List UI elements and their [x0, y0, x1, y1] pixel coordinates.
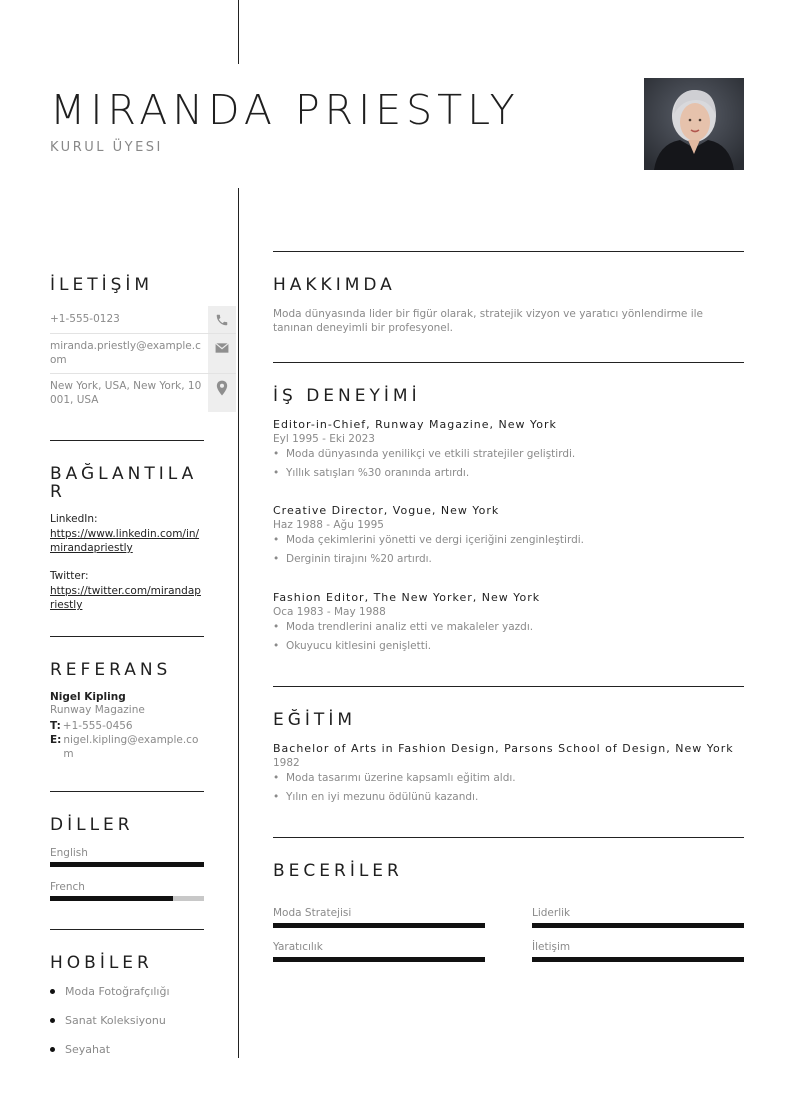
job-bullet-text: Yıllık satışları %30 oranında artırdı. — [286, 467, 470, 479]
skills-heading: BECERİLER — [273, 861, 403, 881]
divider — [50, 636, 204, 637]
divider — [273, 362, 744, 363]
bullet-dot — [50, 1047, 55, 1052]
language-name: French — [50, 881, 85, 893]
job-bullet-text: Derginin tirajını %20 artırdı. — [286, 553, 432, 565]
reference-email-line — [50, 733, 204, 761]
candidate-title: KURUL ÜYESI — [50, 140, 163, 155]
map-pin-icon — [215, 380, 229, 396]
skill-name: Liderlik — [532, 907, 571, 919]
phone-icon — [215, 313, 229, 327]
contact-address-row — [50, 374, 236, 412]
divider — [273, 837, 744, 838]
skill-name: Moda Stratejisi — [273, 907, 352, 919]
map-pin-icon-box — [208, 374, 236, 412]
reference-company: Runway Magazine — [50, 704, 145, 716]
divider — [50, 929, 204, 930]
references-heading: REFERANS — [50, 660, 172, 680]
job-entry — [273, 591, 744, 652]
job-bullet: • Moda çekimlerini yönetti ve dergi içeriğini zenginleştirdi. — [273, 534, 585, 546]
job-bullet: • Okuyucu kitlesini genişletti. — [273, 640, 432, 652]
education-bullet-text: Moda tasarımı üzerine kapsamlı eğitim aldı. — [286, 772, 516, 784]
education-entry — [273, 742, 744, 803]
hobby-item — [50, 1014, 166, 1027]
job-bullet: • Moda trendlerini analiz etti ve makaleler yazdı. — [273, 621, 534, 633]
languages-heading: DİLLER — [50, 815, 134, 835]
experience-heading: İŞ DENEYİMİ — [273, 386, 421, 406]
hobbies-heading: HOBİLER — [50, 953, 153, 973]
job-dates: Eyl 1995 - Eki 2023 — [273, 433, 375, 445]
language-name: English — [50, 847, 88, 859]
skill-item — [532, 907, 744, 928]
skill-item — [273, 907, 485, 928]
contact-address: New York, USA, New York, 10001, USA — [50, 380, 202, 406]
divider — [273, 686, 744, 687]
reference-phone[interactable]: +1-555-0456 — [62, 720, 133, 732]
language-item — [50, 847, 204, 867]
education-bullet-text: Yılın en iyi mezunu ödülünü kazandı. — [286, 791, 479, 803]
language-item — [50, 881, 204, 901]
profile-photo — [644, 78, 744, 170]
reference-entry — [50, 691, 204, 761]
twitter-link[interactable]: https://twitter.com/mirandapriestly — [50, 585, 201, 611]
candidate-name: MIRANDA PRIESTLY — [50, 86, 520, 134]
job-bullet-text: Moda çekimlerini yönetti ve dergi içeriğini zenginleştirdi. — [286, 534, 585, 546]
hobby-label: Sanat Koleksiyonu — [65, 1014, 166, 1027]
skill-name: Yaratıcılık — [273, 941, 323, 953]
hobby-item — [50, 1043, 110, 1056]
linkedin-link[interactable]: https://www.linkedin.com/in/mirandapriestly — [50, 528, 200, 554]
hobby-item — [50, 985, 170, 998]
reference-name: Nigel Kipling — [50, 691, 126, 703]
contact-phone[interactable]: +1-555-0123 — [50, 313, 120, 325]
job-entry — [273, 418, 744, 479]
envelope-icon-box — [208, 334, 236, 373]
reference-phone-label: T: — [50, 720, 61, 732]
linkedin-label: LinkedIn: — [50, 513, 98, 525]
job-heading: Creative Director, Vogue, New York — [273, 504, 500, 517]
envelope-icon — [215, 342, 229, 354]
skill-item — [532, 941, 744, 962]
education-degree: Bachelor of Arts in Fashion Design, Parsons School of Design, New York — [273, 742, 734, 755]
job-bullet-text: Okuyucu kitlesini genişletti. — [286, 640, 432, 652]
job-entry — [273, 504, 744, 565]
contact-phone-row — [50, 306, 236, 334]
skill-name: İletişim — [532, 941, 571, 953]
phone-icon-box — [208, 306, 236, 333]
divider — [273, 251, 744, 252]
job-bullet: • Moda dünyasında yenilikçi ve etkili stratejiler geliştirdi. — [273, 448, 576, 460]
reference-email-label: E: — [50, 734, 62, 746]
twitter-label: Twitter: — [50, 570, 89, 582]
about-heading: HAKKIMDA — [273, 275, 396, 295]
divider — [50, 440, 204, 441]
links-heading: BAĞLANTILAR — [50, 464, 198, 502]
language-bar-track — [50, 862, 204, 867]
contact-heading: İLETİŞİM — [50, 275, 154, 295]
job-bullet: • Derginin tirajını %20 artırdı. — [273, 553, 432, 565]
bullet-dot — [50, 989, 55, 994]
about-text: Moda dünyasında lider bir figür olarak, stratejik vizyon ve yaratıcı yönlendirme ile tanınan deneyimli bir profesyonel. — [273, 308, 704, 334]
job-dates: Oca 1983 - May 1988 — [273, 606, 386, 618]
column-divider-line — [238, 188, 239, 1058]
job-heading: Editor-in-Chief, Runway Magazine, New York — [273, 418, 557, 431]
education-heading: EĞİTİM — [273, 710, 356, 730]
divider — [50, 791, 204, 792]
education-bullet: • Yılın en iyi mezunu ödülünü kazandı. — [273, 791, 479, 803]
education-bullet: • Moda tasarımı üzerine kapsamlı eğitim aldı. — [273, 772, 516, 784]
contact-email-row — [50, 334, 236, 374]
skill-level-bar — [273, 923, 485, 928]
education-year: 1982 — [273, 757, 300, 769]
job-heading: Fashion Editor, The New Yorker, New York — [273, 591, 541, 604]
links-section — [50, 512, 204, 612]
language-bar-track — [50, 896, 204, 901]
hobby-label: Moda Fotoğrafçılığı — [65, 985, 170, 998]
reference-email[interactable]: nigel.kipling@example.com — [63, 734, 199, 760]
language-level-bar — [50, 862, 204, 867]
contact-email[interactable]: miranda.priestly@example.com — [50, 340, 201, 366]
hobby-label: Seyahat — [65, 1043, 111, 1056]
job-dates: Haz 1988 - Ağu 1995 — [273, 519, 384, 531]
job-bullet: • Yıllık satışları %30 oranında artırdı. — [273, 467, 470, 479]
top-divider-line — [238, 0, 239, 64]
language-level-bar — [50, 896, 173, 901]
bullet-dot — [50, 1018, 55, 1023]
job-bullet-text: Moda trendlerini analiz etti ve makaleler yazdı. — [286, 621, 534, 633]
skill-level-bar — [532, 923, 744, 928]
skill-item — [273, 941, 485, 962]
skill-level-bar — [273, 957, 485, 962]
job-bullet-text: Moda dünyasında yenilikçi ve etkili stratejiler geliştirdi. — [286, 448, 576, 460]
reference-phone-line — [50, 719, 204, 733]
skill-level-bar — [532, 957, 744, 962]
